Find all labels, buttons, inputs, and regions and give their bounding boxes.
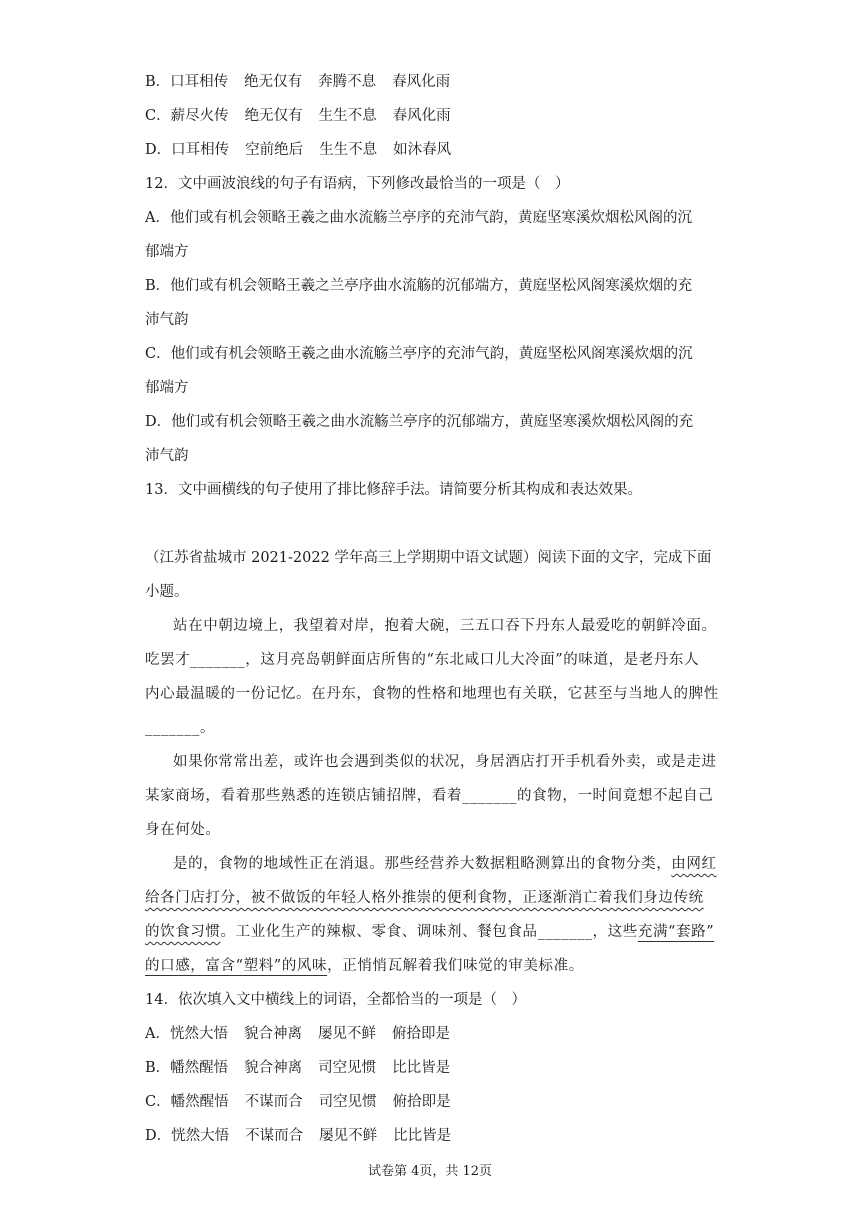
p3-text: 。工业化生产的辣椒、零食、调味剂、餐包食品_______，这些: [220, 924, 638, 940]
q11-option-b: B．口耳相传 绝无仅有 奔腾不息 春风化雨: [145, 74, 451, 90]
passage-source-line2: 小题。: [145, 584, 189, 600]
q12-option-c-line2: 郁端方: [145, 380, 189, 396]
q11-option-c: C．薪尽火传 绝无仅有 生生不息 春风化雨: [145, 108, 451, 124]
wavy-underlined-text: 给各门店打分，被不做饭的年轻人格外推崇的便利食物，: [145, 890, 523, 906]
q12-option-d-line2: 沛气韵: [145, 448, 189, 464]
q12-option-a-line2: 郁端方: [145, 244, 189, 260]
q12-option-b-line2: 沛气韵: [145, 312, 189, 328]
p3-text: ，正悄悄瓦解着我们味觉的审美标准。: [327, 958, 584, 974]
passage-p3-line1: [173, 854, 717, 874]
q12-stem: 12．文中画波浪线的句子有语病，下列修改最恰当的一项是（ ）: [145, 176, 570, 192]
passage-p2-line2: 某家商场，看着那些熟悉的连锁店铺招牌，看着_______的食物，一时间竟想不起自己: [145, 788, 714, 804]
page-footer: 试卷第 4页，共 12页: [367, 1164, 493, 1179]
straight-underlined-text: 充满“套路”: [637, 924, 715, 940]
passage-p1-line4: _______。: [145, 720, 216, 736]
q13-stem: 13．文中画横线的句子使用了排比修辞手法。请简要分析其构成和表达效果。: [145, 482, 642, 498]
q14-option-b: B．幡然醒悟 貌合神离 司空见惯 比比皆是: [145, 1060, 451, 1076]
passage-p3-line4: [145, 956, 584, 976]
q12-option-d-line1: D．他们或有机会领略王羲之曲水流觞兰亭序的沉郁端方，黄庭坚寒溪炊烟松风阁的充: [145, 414, 694, 430]
passage-p3-line3: [145, 922, 714, 942]
wavy-underlined-text: 正逐渐消亡着我们身边传统: [522, 890, 704, 906]
passage-p2-line3: 身在何处。: [145, 822, 221, 838]
q12-option-a-line1: A．他们或有机会领略王羲之曲水流觞兰亭序的充沛气韵，黄庭坚寒溪炊烟松风阁的沉: [145, 210, 692, 226]
q12-option-b-line1: B．他们或有机会领略王羲之兰亭序曲水流觞的沉郁端方，黄庭坚松风阁寒溪炊烟的充: [145, 278, 693, 294]
q11-option-d: D．口耳相传 空前绝后 生生不息 如沐春风: [145, 142, 452, 158]
q12-option-c-line1: C．他们或有机会领略王羲之曲水流觞兰亭序的充沛气韵，黄庭坚松风阁寒溪炊烟的沉: [145, 346, 693, 362]
passage-p1-line2: 吃罢才_______，这月亮岛朝鲜面店所售的“东北咸口儿大冷面”的味道，是老丹东人: [145, 652, 700, 668]
p3-text: 是的，食物的地域性正在消退。那些经营养大数据粗略测算出的食物分类，: [173, 856, 672, 872]
passage-p1-line3: 内心最温暖的一份记忆。在丹东，食物的性格和地理也有关联，它甚至与当地人的脾性: [145, 686, 719, 702]
passage-source-line1: （江苏省盐城市 2021-2022 学年高三上学期期中语文试题）阅读下面的文字，完成下面: [145, 550, 712, 566]
passage-p2-line1: 如果你常常出差，或许也会遇到类似的状况，身居酒店打开手机看外卖，或是走进: [173, 754, 717, 770]
q14-option-a: A．恍然大悟 貌合神离 屡见不鲜 俯拾即是: [145, 1026, 450, 1042]
straight-underlined-text: 的口感，富含“塑料”的风味: [145, 958, 328, 974]
wavy-underlined-text: 由网红: [671, 856, 717, 872]
q14-option-d: D．恍然大悟 不谋而合 屡见不鲜 比比皆是: [145, 1128, 452, 1144]
q14-option-c: C．幡然醒悟 不谋而合 司空见惯 俯拾即是: [145, 1094, 451, 1110]
passage-p1-line1: 站在中朝边境上，我望着对岸，抱着大碗，三五口吞下丹东人最爱吃的朝鲜冷面。: [173, 618, 717, 634]
passage-p3-line2: [145, 888, 704, 908]
q14-stem: 14．依次填入文中横线上的词语，全都恰当的一项是（ ）: [145, 992, 526, 1008]
wavy-underlined-text: 的饮食习惯: [145, 924, 221, 940]
